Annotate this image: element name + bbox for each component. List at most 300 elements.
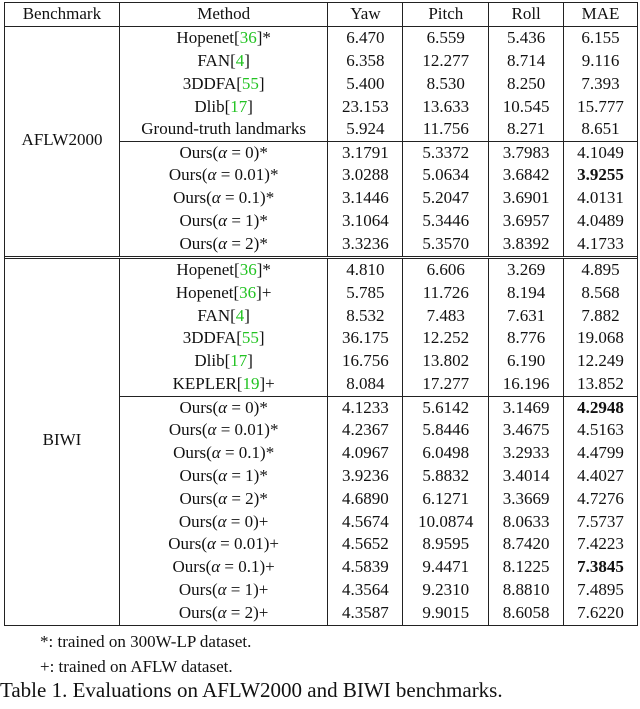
value: 4.3587: [342, 603, 389, 623]
citation-link: 17: [230, 351, 248, 371]
method-cell: [119, 210, 328, 233]
roll-cell: [488, 465, 563, 488]
method-name: KEPLER[: [172, 374, 243, 394]
pitch-cell: [402, 533, 488, 556]
roll-cell: [488, 73, 563, 96]
citation-link: 17: [230, 96, 248, 116]
roll-cell: [488, 187, 563, 210]
method-cell: [119, 233, 328, 256]
table-row: [5, 373, 637, 396]
table-row: [5, 305, 637, 328]
value: 6.470: [346, 27, 385, 47]
method-suffix: ]+: [256, 282, 272, 302]
benchmark-cell: [5, 282, 119, 305]
pitch-cell: [402, 305, 488, 328]
value: 3.4014: [502, 465, 550, 485]
method-cell: [119, 350, 328, 373]
value: 8.271: [507, 119, 546, 139]
roll-cell: [488, 210, 563, 233]
value: 7.393: [581, 73, 620, 93]
method-name: Ours(: [173, 442, 212, 462]
method-suffix: = 0)*: [227, 143, 268, 163]
method-suffix: = 0.01)+: [215, 534, 280, 554]
value: 4.5839: [342, 557, 389, 577]
benchmark-cell: [5, 556, 119, 579]
method-cell: [119, 282, 328, 305]
value: 5.3372: [422, 143, 470, 163]
yaw-cell: [327, 96, 402, 119]
method-cell: [119, 373, 328, 396]
value: 4.3564: [342, 580, 389, 600]
roll-cell: [488, 282, 563, 305]
method-cell: [119, 141, 328, 164]
alpha-symbol: α: [217, 511, 227, 531]
method-cell: [119, 27, 328, 50]
value: 17.277: [422, 374, 470, 394]
alpha-symbol: α: [211, 188, 221, 208]
table-row: [5, 533, 637, 556]
roll-cell: [488, 50, 563, 73]
method-name: Hopenet[: [176, 259, 240, 279]
value: 10.545: [502, 96, 550, 116]
citation-link: 4: [235, 50, 245, 70]
value: 4.1049: [577, 143, 624, 163]
value: 3.3669: [502, 488, 550, 508]
alpha-symbol: α: [207, 165, 217, 185]
table-row: [5, 465, 637, 488]
section-biwi: [5, 256, 637, 625]
method-cell: [119, 118, 328, 141]
method-name: Ours(: [179, 211, 219, 231]
value: 4.1233: [342, 398, 389, 418]
value: 4.1733: [577, 233, 624, 253]
value: 4.0489: [577, 211, 624, 231]
roll-cell: [488, 396, 563, 419]
roll-cell: [488, 556, 563, 579]
yaw-cell: [327, 373, 402, 396]
method-cell: [119, 73, 328, 96]
pitch-cell: [402, 465, 488, 488]
yaw-cell: [327, 465, 402, 488]
benchmark-cell: [5, 602, 119, 625]
method-cell: [119, 442, 328, 465]
header-method: Method: [119, 3, 328, 26]
method-cell: [119, 164, 328, 187]
value: 7.4895: [577, 580, 624, 600]
value: 8.1225: [502, 557, 550, 577]
pitch-cell: [402, 579, 488, 602]
yaw-cell: [327, 233, 402, 256]
value: 7.3845: [577, 557, 624, 577]
method-name: Ours(: [179, 143, 219, 163]
value: 4.4027: [577, 465, 624, 485]
yaw-cell: [327, 164, 402, 187]
benchmark-cell: [5, 465, 119, 488]
pitch-cell: [402, 118, 488, 141]
mae-cell: [563, 465, 637, 488]
value: 3.6842: [502, 165, 550, 185]
yaw-cell: [327, 305, 402, 328]
citation-link: 36: [239, 282, 257, 302]
benchmark-label: BIWI: [42, 430, 82, 450]
method-cell: [119, 259, 328, 282]
method-name: FAN[: [197, 305, 236, 325]
yaw-cell: [327, 50, 402, 73]
method-name: FAN[: [197, 50, 236, 70]
value: 12.277: [422, 50, 470, 70]
yaw-cell: [327, 488, 402, 511]
value: 3.8392: [502, 233, 550, 253]
footnote-star: *: trained on 300W-LP dataset.: [40, 632, 252, 651]
method-name: Ours(: [168, 420, 208, 440]
method-name: Ours(: [179, 465, 219, 485]
table-row: [5, 164, 637, 187]
value: 6.0498: [422, 442, 470, 462]
method-suffix: ]: [258, 73, 265, 93]
citation-link: 36: [239, 259, 257, 279]
value: 8.568: [581, 282, 620, 302]
value: 7.6220: [577, 603, 624, 623]
value: 11.726: [422, 282, 469, 302]
mae-cell: [563, 396, 637, 419]
mae-cell: [563, 118, 637, 141]
method-suffix: ]: [247, 351, 253, 371]
pitch-cell: [402, 141, 488, 164]
pitch-cell: [402, 602, 488, 625]
roll-cell: [488, 305, 563, 328]
mae-cell: [563, 602, 637, 625]
value: 4.0131: [577, 188, 624, 208]
value: 6.559: [426, 27, 465, 47]
header-yaw: Yaw: [327, 3, 402, 26]
roll-cell: [488, 373, 563, 396]
table-row: [5, 259, 637, 282]
alpha-symbol: α: [218, 488, 228, 508]
benchmark-cell: [5, 396, 119, 419]
method-cell: [119, 96, 328, 119]
pitch-cell: [402, 327, 488, 350]
table-row: [5, 396, 637, 419]
benchmark-cell: [5, 533, 119, 556]
pitch-cell: [402, 350, 488, 373]
results-table: [4, 2, 638, 626]
method-cell: [119, 50, 328, 73]
value: 4.810: [346, 259, 385, 279]
pitch-cell: [402, 96, 488, 119]
citation-link: 36: [239, 27, 257, 47]
roll-cell: [488, 533, 563, 556]
mae-cell: [563, 579, 637, 602]
value: 8.0633: [502, 511, 550, 531]
yaw-cell: [327, 602, 402, 625]
table-row: [5, 96, 637, 119]
value: 8.194: [507, 282, 546, 302]
value: 3.9236: [342, 465, 389, 485]
method-name: 3DDFA[: [182, 328, 242, 348]
method-suffix: ]: [244, 50, 250, 70]
value: 5.3570: [422, 233, 470, 253]
pitch-cell: [402, 233, 488, 256]
value: 5.8446: [422, 420, 470, 440]
yaw-cell: [327, 187, 402, 210]
method-name: Ours(: [172, 557, 212, 577]
value: 6.358: [346, 50, 385, 70]
yaw-cell: [327, 27, 402, 50]
mae-cell: [563, 187, 637, 210]
pitch-cell: [402, 50, 488, 73]
benchmark-cell: [5, 373, 119, 396]
roll-cell: [488, 27, 563, 50]
mae-cell: [563, 533, 637, 556]
value: 4.5163: [577, 420, 624, 440]
value: 8.714: [507, 50, 546, 70]
benchmark-cell: [5, 350, 119, 373]
yaw-cell: [327, 210, 402, 233]
value: 3.269: [507, 259, 546, 279]
value: 8.7420: [502, 534, 550, 554]
method-suffix: = 0)*: [227, 398, 268, 418]
alpha-symbol: α: [207, 420, 217, 440]
benchmark-cell: [5, 259, 119, 282]
mae-cell: [563, 141, 637, 164]
mae-cell: [563, 373, 637, 396]
header-row: [5, 3, 637, 27]
yaw-cell: [327, 118, 402, 141]
method-name: Dlib[: [194, 351, 231, 371]
table-row: [5, 602, 637, 625]
value: 8.8810: [502, 580, 550, 600]
pitch-cell: [402, 511, 488, 534]
pitch-cell: [402, 187, 488, 210]
pitch-cell: [402, 396, 488, 419]
method-suffix: = 1)*: [227, 465, 268, 485]
table-caption: Table 1. Evaluations on AFLW2000 and BIWI benchmarks.: [0, 678, 503, 702]
value: 9.2310: [422, 580, 470, 600]
value: 5.400: [346, 73, 385, 93]
method-suffix: ]: [244, 305, 250, 325]
method-cell: [119, 305, 328, 328]
roll-cell: [488, 579, 563, 602]
header-benchmark: Benchmark: [22, 4, 102, 23]
roll-cell: [488, 511, 563, 534]
mae-cell: [563, 305, 637, 328]
mae-cell: [563, 419, 637, 442]
roll-cell: [488, 96, 563, 119]
value: 7.882: [581, 305, 620, 325]
value: 4.5652: [342, 534, 389, 554]
pitch-cell: [402, 73, 488, 96]
method-name: Hopenet[: [175, 282, 240, 302]
method-suffix: = 1)*: [227, 211, 268, 231]
value: 7.631: [507, 305, 546, 325]
value: 3.4675: [502, 420, 550, 440]
yaw-cell: [327, 533, 402, 556]
value: 15.777: [577, 96, 624, 116]
mae-cell: [563, 327, 637, 350]
yaw-cell: [327, 442, 402, 465]
value: 16.756: [342, 351, 389, 371]
method-name: Ours(: [179, 398, 219, 418]
citation-link: 55: [241, 328, 259, 348]
yaw-cell: [327, 511, 402, 534]
value: 16.196: [502, 374, 550, 394]
yaw-cell: [327, 282, 402, 305]
table-row: [5, 282, 637, 305]
roll-cell: [488, 419, 563, 442]
value: 7.5737: [577, 511, 624, 531]
value: 13.633: [422, 96, 470, 116]
value: 8.530: [426, 73, 465, 93]
roll-cell: [488, 233, 563, 256]
table-row: [5, 350, 637, 373]
alpha-symbol: α: [206, 534, 216, 554]
method-suffix: = 0.1)+: [220, 557, 275, 577]
method-name: 3DDFA[: [182, 73, 242, 93]
value: 8.084: [346, 374, 385, 394]
yaw-cell: [327, 73, 402, 96]
yaw-cell: [327, 327, 402, 350]
pitch-cell: [402, 488, 488, 511]
method-suffix: = 0)+: [226, 511, 269, 531]
yaw-cell: [327, 259, 402, 282]
value: 3.9255: [577, 165, 624, 185]
value: 4.6890: [342, 488, 389, 508]
value: 3.1791: [342, 143, 389, 163]
alpha-symbol: α: [217, 580, 227, 600]
method-cell: [119, 396, 328, 419]
benchmark-cell: [5, 305, 119, 328]
roll-cell: [488, 327, 563, 350]
table-row: [5, 556, 637, 579]
alpha-symbol: α: [218, 211, 228, 231]
value: 9.116: [581, 50, 620, 70]
mae-cell: [563, 96, 637, 119]
value: 5.924: [346, 119, 385, 139]
value: 8.532: [346, 305, 385, 325]
method-name: Ours(: [178, 511, 218, 531]
method-cell: [119, 465, 328, 488]
value: 9.9015: [422, 603, 470, 623]
method-suffix: = 2)+: [226, 603, 269, 623]
value: 6.1271: [422, 488, 470, 508]
roll-cell: [488, 442, 563, 465]
method-suffix: = 0.1)*: [220, 188, 275, 208]
method-cell: [119, 187, 328, 210]
alpha-symbol: α: [218, 233, 228, 253]
table-row: [5, 488, 637, 511]
value: 5.2047: [422, 188, 470, 208]
benchmark-cell: [5, 164, 119, 187]
table-row: [5, 187, 637, 210]
value: 8.6058: [502, 603, 550, 623]
pitch-cell: [402, 282, 488, 305]
mae-cell: [563, 442, 637, 465]
method-cell: [119, 488, 328, 511]
pitch-cell: [402, 373, 488, 396]
benchmark-cell: [5, 50, 119, 73]
value: 5.8832: [422, 465, 470, 485]
value: 8.250: [507, 73, 546, 93]
benchmark-cell: [5, 511, 119, 534]
method-suffix: = 0.1)*: [220, 442, 275, 462]
value: 3.1064: [342, 211, 389, 231]
method-cell: [119, 602, 328, 625]
method-cell: [119, 556, 328, 579]
mae-cell: [563, 259, 637, 282]
value: 4.5674: [342, 511, 389, 531]
method-cell: [119, 579, 328, 602]
alpha-symbol: α: [217, 603, 227, 623]
alpha-symbol: α: [211, 442, 221, 462]
roll-cell: [488, 141, 563, 164]
citation-link: 19: [242, 374, 260, 394]
citation-link: 4: [235, 305, 245, 325]
value: 36.175: [342, 328, 389, 348]
method-cell: [119, 511, 328, 534]
roll-cell: [488, 118, 563, 141]
alpha-symbol: α: [218, 398, 228, 418]
header-roll: Roll: [488, 3, 563, 26]
value: 5.3446: [422, 211, 470, 231]
roll-cell: [488, 164, 563, 187]
value: 10.0874: [418, 511, 474, 531]
method-suffix: ]: [258, 328, 265, 348]
yaw-cell: [327, 419, 402, 442]
method-name: Ours(: [173, 188, 212, 208]
method-suffix: = 2)*: [227, 233, 268, 253]
table-row: [5, 73, 637, 96]
mae-cell: [563, 350, 637, 373]
method-name: Hopenet[: [176, 27, 240, 47]
alpha-symbol: α: [218, 465, 228, 485]
method-cell: [119, 533, 328, 556]
value: 3.0288: [342, 165, 389, 185]
table-row: [5, 27, 637, 50]
value: 4.895: [581, 259, 620, 279]
value: 9.4471: [422, 557, 470, 577]
value: 4.7276: [577, 488, 624, 508]
table-row: [5, 50, 637, 73]
yaw-cell: [327, 141, 402, 164]
pitch-cell: [402, 210, 488, 233]
pitch-cell: [402, 419, 488, 442]
value: 12.249: [577, 351, 624, 371]
value: 3.3236: [342, 233, 389, 253]
value: 13.852: [577, 374, 624, 394]
value: 6.190: [507, 351, 546, 371]
mae-cell: [563, 73, 637, 96]
method-suffix: = 0.01)*: [216, 420, 279, 440]
mae-cell: [563, 511, 637, 534]
mae-cell: [563, 210, 637, 233]
pitch-cell: [402, 442, 488, 465]
value: 5.436: [507, 27, 546, 47]
method-name: Ours(: [178, 580, 218, 600]
table-row: [5, 210, 637, 233]
benchmark-cell: [5, 73, 119, 96]
pitch-cell: [402, 164, 488, 187]
mae-cell: [563, 282, 637, 305]
method-suffix: = 1)+: [226, 580, 269, 600]
footnote-plus: +: trained on AFLW dataset.: [40, 657, 233, 676]
benchmark-label: AFLW2000: [21, 129, 103, 149]
mae-cell: [563, 164, 637, 187]
mae-cell: [563, 556, 637, 579]
section-aflw2000: [5, 27, 637, 256]
method-name: Ground-truth landmarks: [141, 119, 307, 139]
method-suffix: ]: [247, 96, 253, 116]
method-suffix: ]+: [259, 374, 275, 394]
